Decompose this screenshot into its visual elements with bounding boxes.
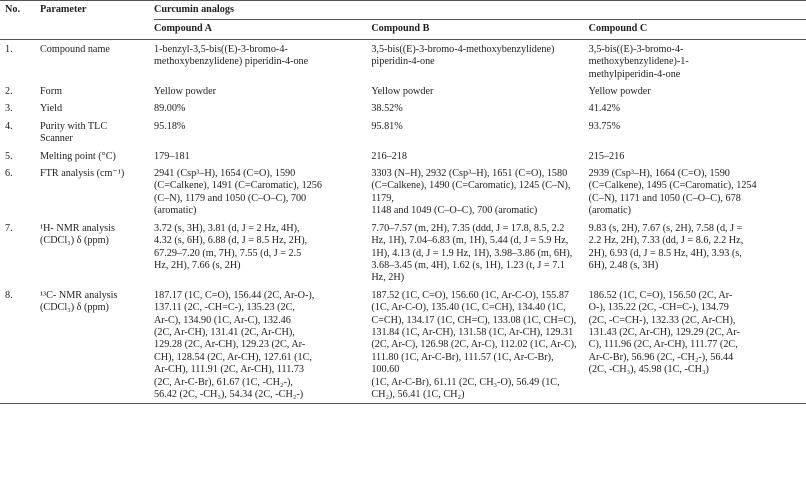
cell-compound-c: 93.75% <box>588 120 621 132</box>
table-row <box>0 83 806 100</box>
cell-compound-a: 95.18% <box>154 120 186 132</box>
header-compound-c: Compound C <box>588 23 648 35</box>
table-row <box>0 118 806 148</box>
table-row <box>0 100 806 117</box>
row-parameter: Melting point (°C) <box>40 150 116 162</box>
row-parameter: Yield <box>40 103 63 115</box>
cell-compound-c: 186.52 (1C, C=O), 156.50 (2C, Ar- O-), 135.22 (2C, -CH=C-), 134.79 (2C, -C=CH-), 132.33 (2C, Ar-CH), 131.43 (2C, Ar-CH), 129.29 (2C, Ar- C), 111.96 (2C, Ar-CH), 111.77 (2C, Ar-C-Br), 56.96 (2C, -CH₂-), 56.44 (2C, -CH₃), 45.98 (1C, -CH₃) <box>589 287 806 404</box>
cell-compound-c: 9.83 (s, 2H), 7.67 (s, 2H), 7.58 (d, J = 2.2 Hz, 2H), 7.33 (dd, J = 8.6, 2.2 Hz, 2H), 6.93 (d, J = 8.5 Hz, 4H), 3.93 (s, 6H), 2.48 (s, 3H) <box>588 222 744 271</box>
header-compound-b: Compound B <box>371 23 430 35</box>
header-compound-a: Compound A <box>154 23 213 35</box>
table-row <box>0 287 806 404</box>
header-no: No. <box>0 1 40 39</box>
cell-compound-a: 3.72 (s, 3H), 3.81 (d, J = 2 Hz, 4H), 4.32 (s, 6H), 6.88 (d, J = 8.5 Hz, 2H), 67.29–7.20 (m, 7H), 7.55 (d, J = 2.5 Hz, 2H), 7.66 (s, 2H) <box>154 222 308 271</box>
cell-compound-b: 7.70–7.57 (m, 2H), 7.35 (ddd, J = 17.8, 8.5, 2.2 Hz, 1H), 7.04–6.83 (m, 1H), 5.44 (d, J = 5.9 Hz, 1H), 4.13 (d, J = 1.9 Hz, 1H), 3.98–3.86 (m, 6H), 3.68–3.45 (m, 4H), 1.62 (s, 1H), 1.23 (t, J = 7.1 Hz, 2H) <box>371 222 573 284</box>
table-row <box>0 148 806 165</box>
row-parameter: Form <box>40 86 63 98</box>
cell-compound-b: 3303 (N–H), 2932 (Csp³–H), 1651 (C=O), 1580 (C=Calkene), 1490 (C=Caromatic), 1245 (C–N), 1179, 1148 and 1049 (C–O–C), 700 (aromatic) <box>371 168 571 217</box>
cell-compound-a: Yellow powder <box>154 86 217 98</box>
row-parameter: Compound name <box>40 43 110 55</box>
row-no: 1. <box>5 43 13 55</box>
cell-compound-a: 2941 (Csp³–H), 1654 (C=O), 1590 (C=Calkene), 1491 (C=Caromatic), 1256 (C–N), 1179 and 1050 (C–O–C), 700 (aromatic) <box>154 168 322 217</box>
table-row <box>0 165 806 220</box>
row-no: 2. <box>5 86 13 98</box>
header-curcumin-analogs: Curcumin analogs <box>154 1 806 20</box>
cell-compound-b: 38.52% <box>371 103 403 115</box>
row-no: 5. <box>5 150 13 162</box>
cell-compound-a: 1-benzyl-3,5-bis((E)-3-bromo-4- methoxybenzylidene) piperidin-4-one <box>154 43 309 68</box>
cell-compound-a: 89.00% <box>154 103 186 115</box>
row-no: 6. <box>5 168 13 180</box>
row-parameter: FTR analysis (cm⁻¹) <box>40 168 125 180</box>
cell-compound-c: 2939 (Csp³–H), 1664 (C=O), 1590 (C=Calkene), 1495 (C=Caromatic), 1254 (C–N), 1171 and 1050 (C–O–C), 678 (aromatic) <box>588 168 757 217</box>
row-parameter: ¹H- NMR analysis (CDCl₃) δ (ppm) <box>40 222 115 247</box>
cell-compound-a: 187.17 (1C, C=O), 156.44 (2C, Ar-O-), 137.11 (2C, -CH=C-), 135.23 (2C, Ar-C), 134.90 (1C, Ar-C), 132.46 (2C, Ar-CH), 131.41 (2C, Ar-CH), 129.28 (2C, Ar-CH), 129.23 (2C, Ar- CH), 128.54 (2C, Ar-CH), 127.61 (1C, Ar-CH), 111.91 (2C, Ar-CH), 111.73 (2C, Ar-C-Br), 61.67 (1C, -CH₂-), 56.42 (2C, -CH₃), 54.34 (2C, -CH₂-) <box>154 287 371 404</box>
row-no: 7. <box>5 222 13 234</box>
cell-compound-b: 216–218 <box>371 150 407 162</box>
table-row <box>0 220 806 287</box>
table-row <box>0 39 806 83</box>
cell-compound-b: 187.52 (1C, C=O), 156.60 (1C, Ar-C-O), 155.87 (1C, Ar-C-O), 135.40 (1C, C=CH), 134.40 (1C, C=CH), 134.17 (1C, CH=C), 133.08 (1C, CH=C), 131.84 (1C, Ar-CH), 131.58 (1C, Ar-CH), 129.31 (2C, Ar-C), 126.98 (2C, Ar-C), 112.02 (1C, Ar-C), 111.80 (1C, Ar-C-Br), 111.57 (1C, Ar-C-Br), 100.60 (1C, Ar-C-Br), 61.11 (2C, CH₃-O), 56.49 (1C, CH₂), 56.41 (1C, CH₂) <box>371 287 588 404</box>
cell-compound-a: 179–181 <box>154 150 190 162</box>
cell-compound-c: 41.42% <box>588 103 621 115</box>
row-parameter: Purity with TLC Scanner <box>40 120 108 145</box>
cell-compound-b: Yellow powder <box>371 86 434 98</box>
cell-compound-b: 95.81% <box>371 120 403 132</box>
cell-compound-c: 215–216 <box>588 150 625 162</box>
row-no: 3. <box>5 103 13 115</box>
row-parameter: ¹³C- NMR analysis (CDCl₃) δ (ppm) <box>40 287 154 404</box>
cell-compound-c: 3,5-bis((E)-3-bromo-4- methoxybenzylidene)-1- methylpiperidin-4-one <box>588 43 689 80</box>
cell-compound-b: 3,5-bis((E)-3-bromo-4-methoxybenzylidene) piperidin-4-one <box>371 43 555 68</box>
header-parameter: Parameter <box>40 1 154 39</box>
row-no: 4. <box>5 120 13 132</box>
cell-compound-c: Yellow powder <box>588 86 651 98</box>
row-no: 8. <box>0 287 40 404</box>
